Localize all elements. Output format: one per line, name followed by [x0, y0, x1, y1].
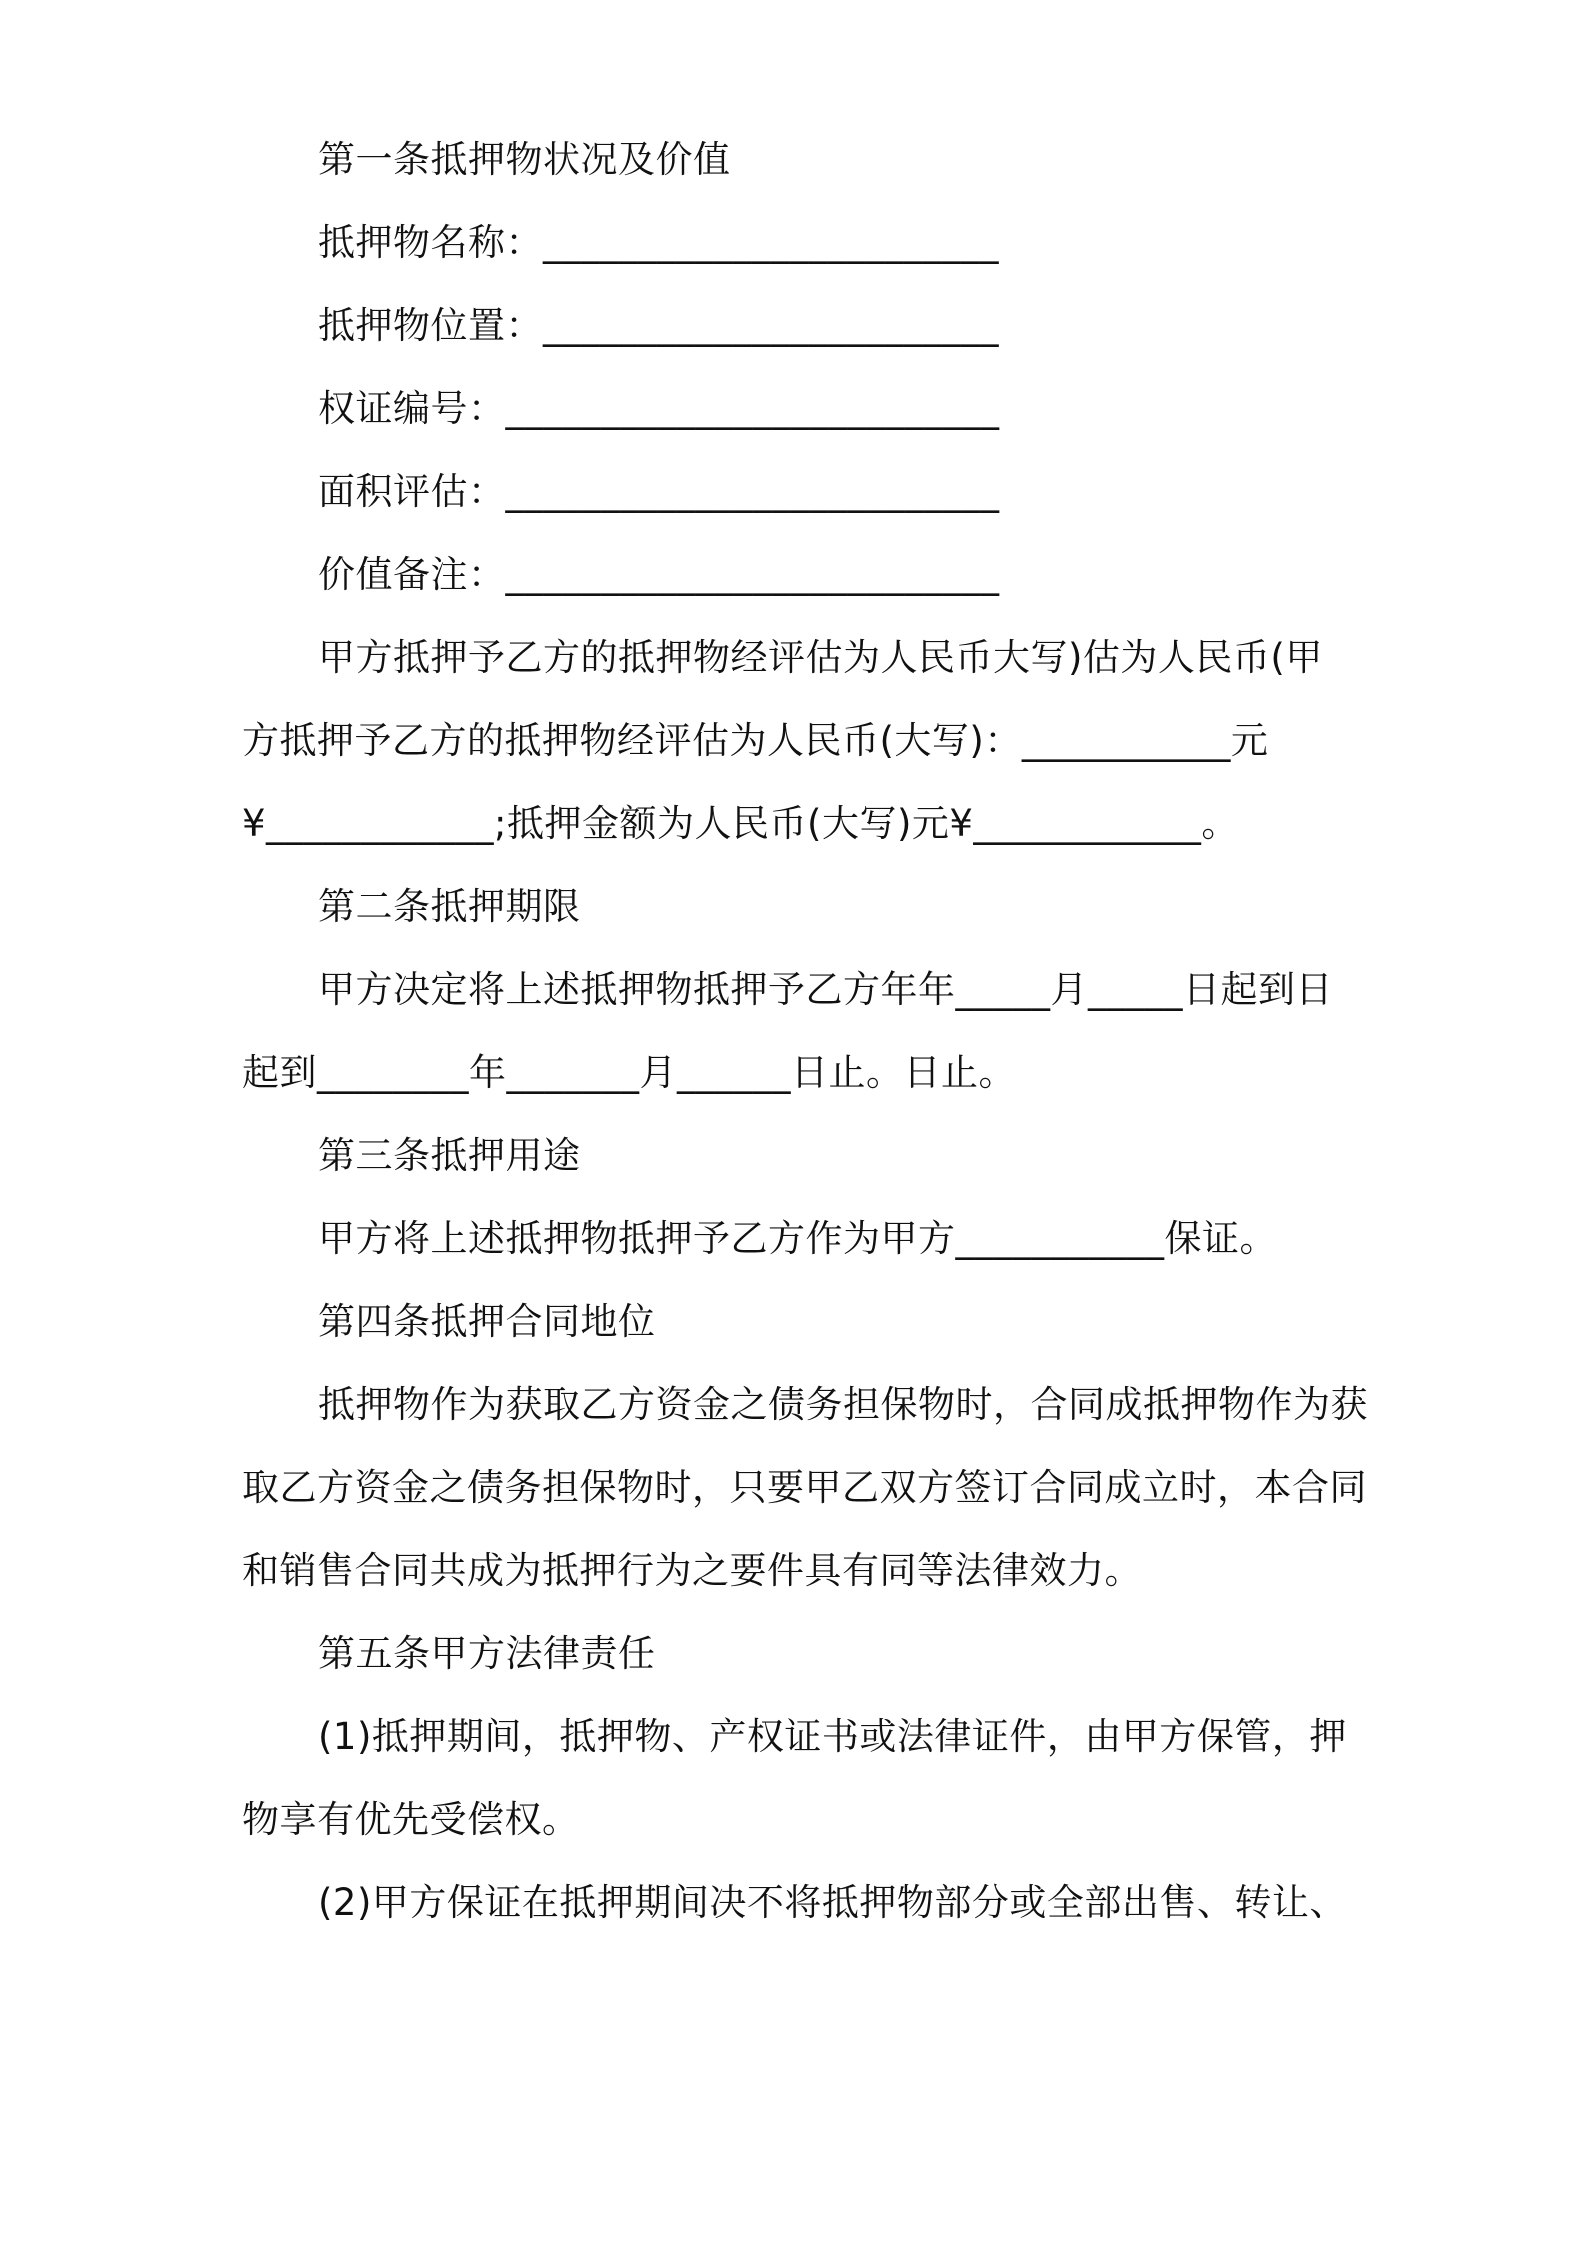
valuation-paragraph-line-2: 方抵押予乙方的抵押物经评估为人民币(大写)：___________元	[242, 719, 1269, 762]
collateral-name-line: 抵押物名称：________________________	[318, 221, 999, 264]
collateral-location-line: 抵押物位置：________________________	[318, 304, 999, 347]
valuation-paragraph-line-3: ¥____________;抵押金额为人民币(大写)元¥____________。	[242, 802, 1239, 845]
article-2-title: 第二条抵押期限	[318, 885, 581, 928]
article-3-title: 第三条抵押用途	[318, 1134, 581, 1177]
certificate-number-line: 权证编号：__________________________	[318, 387, 1000, 430]
valuation-paragraph-line-1: 甲方抵押予乙方的抵押物经评估为人民币大写)估为人民币(甲	[318, 636, 1323, 679]
article-1-title: 第一条抵押物状况及价值	[318, 138, 731, 181]
status-paragraph-line-1: 抵押物作为获取乙方资金之债务担保物时，合同成抵押物作为获	[318, 1383, 1368, 1426]
article-4-title: 第四条抵押合同地位	[318, 1300, 656, 1343]
term-paragraph-line-1: 甲方决定将上述抵押物抵押予乙方年年_____月_____日起到日	[318, 968, 1333, 1011]
liability-item-1-line-2: 物享有优先受偿权。	[242, 1798, 580, 1841]
liability-item-2-line-1: (2)甲方保证在抵押期间决不将抵押物部分或全部出售、转让、	[318, 1881, 1347, 1924]
value-note-line: 价值备注：__________________________	[318, 553, 1000, 596]
status-paragraph-line-2: 取乙方资金之债务担保物时，只要甲乙双方签订合同成立时，本合同	[242, 1466, 1367, 1509]
article-5-title: 第五条甲方法律责任	[318, 1632, 656, 1675]
area-assessment-line: 面积评估：__________________________	[318, 470, 1000, 513]
status-paragraph-line-3: 和销售合同共成为抵押行为之要件具有同等法律效力。	[242, 1549, 1142, 1592]
term-paragraph-line-2: 起到________年_______月______日止。日止。	[242, 1051, 1016, 1094]
liability-item-1-line-1: (1)抵押期间，抵押物、产权证书或法律证件，由甲方保管，押	[318, 1715, 1347, 1758]
document-body	[242, 118, 1368, 1944]
purpose-paragraph-line: 甲方将上述抵押物抵押予乙方作为甲方___________保证。	[318, 1217, 1277, 1260]
